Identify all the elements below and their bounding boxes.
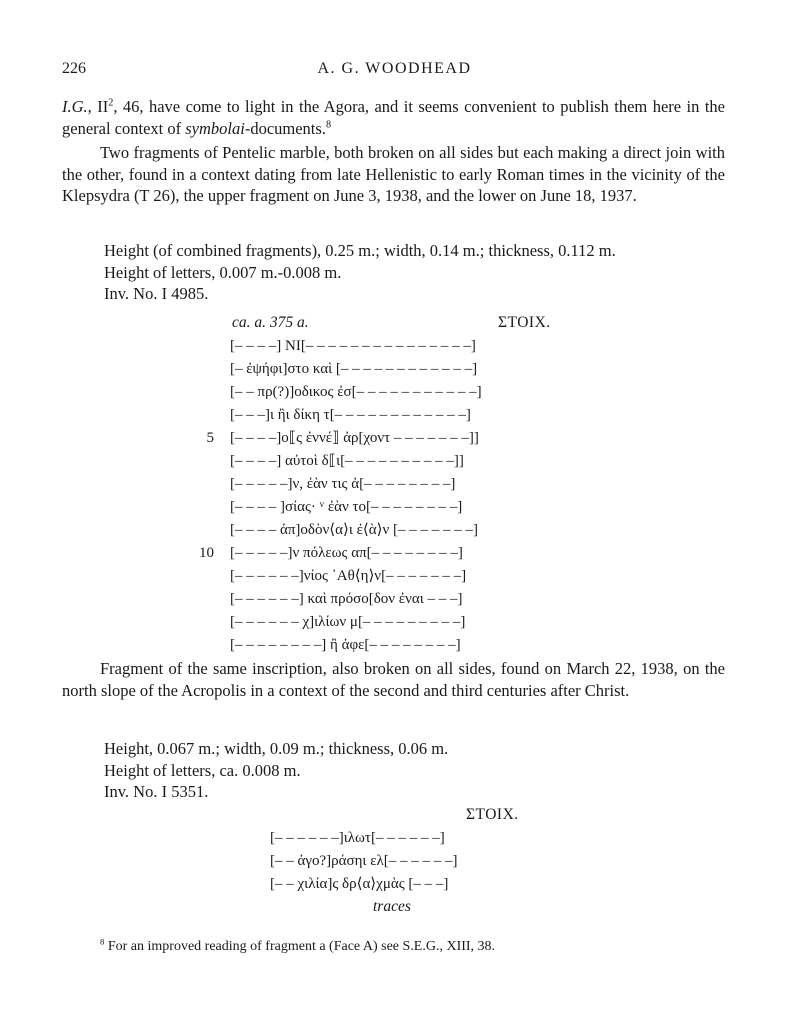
measurement-line: Inv. No. I 5351. <box>104 782 209 801</box>
fragment1-description: Two fragments of Pentelic marble, both broken on all sides but each making a direct join with the other, found in a context dating from late Hellenistic to early Roman times in the vicinity of the Klepsydra (T 26), the upper fragment on June 3, 1938, and the lower on June 18, 1937. <box>62 143 725 206</box>
page-header <box>62 60 727 82</box>
page-number: 226 <box>62 60 86 77</box>
fragment2-description: Fragment of the same inscription, also broken on all sides, found on March 22, 1938, on the north slope of the Acropolis in a context of the second and third centuries after Christ. <box>62 659 725 700</box>
inscription-line: [– – – – –]ν πόλεως απ[– – – – – – – –] <box>230 545 463 561</box>
measurement-line: Height (of combined fragments), 0.25 m.; width, 0.14 m.; thickness, 0.112 m. <box>104 241 616 260</box>
inscription-line: [– – πρ(?)]οδικος ἐσ[– – – – – – – – – – –] <box>230 384 482 400</box>
inscription-line: [– – – –]ο⟦ς ἐννέ⟧ ἀρ[χοντ – – – – – – –]] <box>230 430 479 446</box>
footnote-text: For an improved reading of fragment a (Face A) see S.E.G., XIII, 38. <box>107 939 496 954</box>
inscription-line: [– – – –] ΝΙ[– – – – – – – – – – – – – – –] <box>230 338 476 354</box>
inscription-a <box>0 336 789 653</box>
inscription-line: [– – χιλία]ς δρ⟨α⟩χμὰς [– – –] <box>270 876 449 892</box>
inscription-line: [– – ἀγο?]ράσηι ελ[– – – – – –] <box>270 853 458 869</box>
inscription-line: [– – – – – – – –] ἢ ἀφε[– – – – – – – –] <box>230 637 461 653</box>
inscription-line: [– ἐψήφι]στο καὶ [– – – – – – – – – – – –] <box>230 361 478 377</box>
inscription-b <box>0 828 789 898</box>
intro-paragraph <box>62 96 725 139</box>
stoich-label-b: ΣΤΟΙΧ. <box>466 806 519 823</box>
inscription-line: [– – – – ]σίας· ᵛ ἐὰν το[– – – – – – – –] <box>230 499 463 515</box>
stoich-label: ΣΤΟΙΧ. <box>498 314 551 331</box>
measurement-line: Height, 0.067 m.; width, 0.09 m.; thickness, 0.06 m. <box>104 739 449 758</box>
measurement-line: Height of letters, 0.007 m.-0.008 m. <box>104 262 342 282</box>
fragment2-measurements <box>104 738 448 803</box>
inscription-line: [– – – – – – χ]ιλίων μ[– – – – – – – – –] <box>230 614 466 630</box>
measurement-line: Inv. No. I 4985. <box>104 284 209 303</box>
intro-text-c: -documents. <box>244 118 326 138</box>
inscription-line: [– – – – –]ν, ἐὰν τις ἀ[– – – – – – – –] <box>230 476 456 492</box>
footnote-mark: 8 <box>100 936 105 947</box>
date-label: ca. a. 375 a. <box>232 314 309 331</box>
fragment1-measurements <box>104 240 616 305</box>
running-head: A. G. WOODHEAD <box>317 60 472 77</box>
inscription-line: [– – –]ι ἢι δίκη τ[– – – – – – – – – – – –] <box>230 407 471 423</box>
inscription-line: [– – – – ἀπ]οδὸν⟨α⟩ι ἐ⟨ὰ⟩ν [– – – – – – –] <box>230 522 479 538</box>
footnote-ref: 8 <box>325 119 332 131</box>
intro-emphasis: symbolai <box>185 118 245 138</box>
inscription-line: [– – – – – –]ιλωτ[– – – – – –] <box>270 830 445 846</box>
intro-citation: I.G. <box>62 97 88 116</box>
measurement-line: Height of letters, ca. 0.008 m. <box>104 760 301 780</box>
footnote <box>100 938 495 956</box>
line-number: 5 <box>206 430 214 446</box>
inscription-line: [– – – –] αὐτοὶ δ⟦ι[– – – – – – – – – –]] <box>230 453 464 469</box>
traces-label: traces <box>373 898 411 915</box>
intro-text-a: , II <box>87 97 109 116</box>
intro-text-b: , 46, have come to light in the Agora, and it seems convenient to publish them here in the general context of <box>62 97 725 138</box>
inscription-line: [– – – – – –]νίος ᾽Αθ⟨η⟩ν[– – – – – – –] <box>230 568 467 584</box>
inscription-line: [– – – – – –] καὶ πρόσο[δον ἐναι – – –] <box>230 591 463 607</box>
intro-superscript: 2 <box>108 97 114 109</box>
line-number: 10 <box>199 545 214 561</box>
